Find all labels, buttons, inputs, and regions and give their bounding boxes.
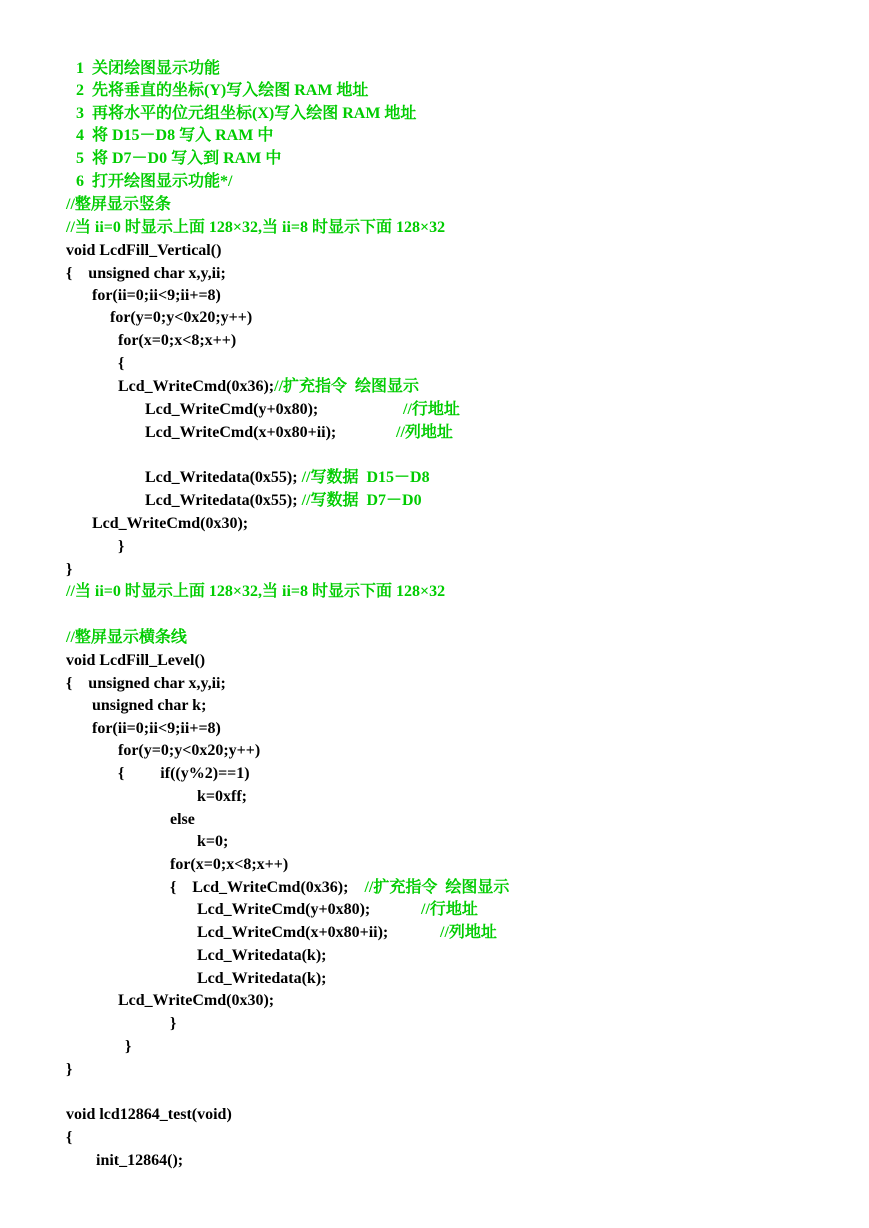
code-line	[66, 240, 221, 262]
code-line	[118, 763, 250, 785]
code-line	[125, 1036, 131, 1058]
code-line	[118, 740, 260, 762]
code-text: void LcdFill_Level()	[66, 652, 206, 669]
code-line	[66, 1127, 72, 1149]
code-line	[76, 148, 281, 170]
code-line	[145, 399, 460, 421]
code-line	[96, 1150, 183, 1172]
code-comment: //整屏显示横条线	[66, 629, 187, 646]
code-line	[76, 103, 416, 125]
code-text: Lcd_Writedata(k);	[197, 947, 327, 964]
code-text: }	[118, 538, 125, 555]
code-text: Lcd_WriteCmd(0x30);	[118, 992, 275, 1009]
code-line	[66, 263, 226, 285]
code-text: void lcd12864_test(void)	[66, 1106, 232, 1123]
code-line	[66, 1059, 72, 1081]
code-comment: //扩充指令 绘图显示	[274, 378, 420, 395]
code-line	[92, 718, 221, 740]
code-text: { unsigned char x,y,ii;	[66, 265, 226, 282]
code-line	[118, 353, 124, 375]
code-line	[197, 786, 247, 808]
code-comment: 2 先将垂直的坐标(Y)写入绘图 RAM 地址	[76, 82, 369, 99]
code-comment: //列地址	[440, 924, 497, 941]
code-line	[66, 1104, 232, 1126]
code-text: { if((y%2)==1)	[118, 765, 250, 782]
code-line	[66, 581, 445, 603]
code-line	[66, 217, 445, 239]
code-text: for(ii=0;ii<9;ii+=8)	[92, 287, 221, 304]
code-line	[145, 490, 422, 512]
code-text: unsigned char k;	[92, 697, 207, 714]
code-line	[170, 877, 509, 899]
code-comment: //行地址	[403, 401, 460, 418]
code-line	[197, 831, 228, 853]
code-text: Lcd_WriteCmd(y+0x80);	[197, 901, 371, 918]
code-line	[76, 125, 273, 147]
code-text: }	[170, 1015, 177, 1032]
code-line	[197, 945, 326, 967]
code-text: Lcd_Writedata(0x55);	[145, 469, 302, 486]
code-text: else	[170, 811, 195, 828]
code-line	[76, 80, 368, 102]
code-line	[170, 854, 288, 876]
code-text: { unsigned char x,y,ii;	[66, 675, 226, 692]
code-text: }	[125, 1038, 132, 1055]
code-comment: //列地址	[396, 424, 453, 441]
code-text: init_12864();	[96, 1152, 184, 1169]
code-line	[66, 650, 205, 672]
code-line	[197, 899, 478, 921]
code-text: }	[66, 1061, 73, 1078]
code-line	[110, 307, 252, 329]
code-comment: //写数据 D7－D0	[301, 492, 422, 509]
code-comment: //行地址	[421, 901, 478, 918]
code-comment: 5 将 D7－D0 写入到 RAM 中	[76, 150, 282, 167]
code-text: void LcdFill_Vertical()	[66, 242, 222, 259]
code-text: Lcd_WriteCmd(y+0x80);	[145, 401, 319, 418]
code-line	[118, 330, 236, 352]
code-comment: //写数据 D15－D8	[301, 469, 430, 486]
code-text: k=0;	[197, 833, 229, 850]
code-comment: 6 打开绘图显示功能*/	[76, 173, 233, 190]
code-line	[145, 422, 453, 444]
code-text: {	[118, 355, 125, 372]
code-comment: //当 ii=0 时显示上面 128×32,当 ii=8 时显示下面 128×32	[66, 583, 446, 600]
code-text: { Lcd_WriteCmd(0x36);	[170, 879, 365, 896]
code-text: Lcd_WriteCmd(0x30);	[92, 515, 249, 532]
code-line	[92, 285, 221, 307]
code-text: }	[66, 561, 73, 578]
code-line	[76, 171, 232, 193]
code-line	[145, 467, 430, 489]
code-text: for(x=0;x<8;x++)	[118, 332, 237, 349]
code-text: k=0xff;	[197, 788, 247, 805]
code-line	[197, 922, 497, 944]
code-line	[118, 990, 274, 1012]
code-comment: //整屏显示竖条	[66, 196, 171, 213]
code-line	[66, 627, 187, 649]
code-line	[118, 536, 124, 558]
code-text: Lcd_WriteCmd(x+0x80+ii);	[145, 424, 337, 441]
code-text: for(y=0;y<0x20;y++)	[118, 742, 261, 759]
code-text: for(x=0;x<8;x++)	[170, 856, 289, 873]
code-comment: //当 ii=0 时显示上面 128×32,当 ii=8 时显示下面 128×32	[66, 219, 446, 236]
code-line	[170, 809, 195, 831]
code-comment: 4 将 D15－D8 写入 RAM 中	[76, 127, 274, 144]
code-text: Lcd_WriteCmd(0x36);	[118, 378, 275, 395]
code-text: Lcd_Writedata(k);	[197, 970, 327, 987]
code-text: Lcd_WriteCmd(x+0x80+ii);	[197, 924, 389, 941]
code-text: for(y=0;y<0x20;y++)	[110, 309, 253, 326]
code-comment: 1 关闭绘图显示功能	[76, 60, 221, 77]
code-line	[76, 58, 220, 80]
code-line	[92, 695, 206, 717]
code-text: Lcd_Writedata(0x55);	[145, 492, 302, 509]
code-line	[66, 673, 226, 695]
code-text: {	[66, 1129, 73, 1146]
code-line	[170, 1013, 176, 1035]
code-comment: 3 再将水平的位元组坐标(X)写入绘图 RAM 地址	[76, 105, 417, 122]
code-line	[92, 513, 248, 535]
code-text: for(ii=0;ii<9;ii+=8)	[92, 720, 221, 737]
code-comment: //扩充指令 绘图显示	[364, 879, 510, 896]
code-line	[66, 194, 171, 216]
code-line	[197, 968, 326, 990]
code-line	[118, 376, 419, 398]
code-line	[66, 559, 72, 581]
